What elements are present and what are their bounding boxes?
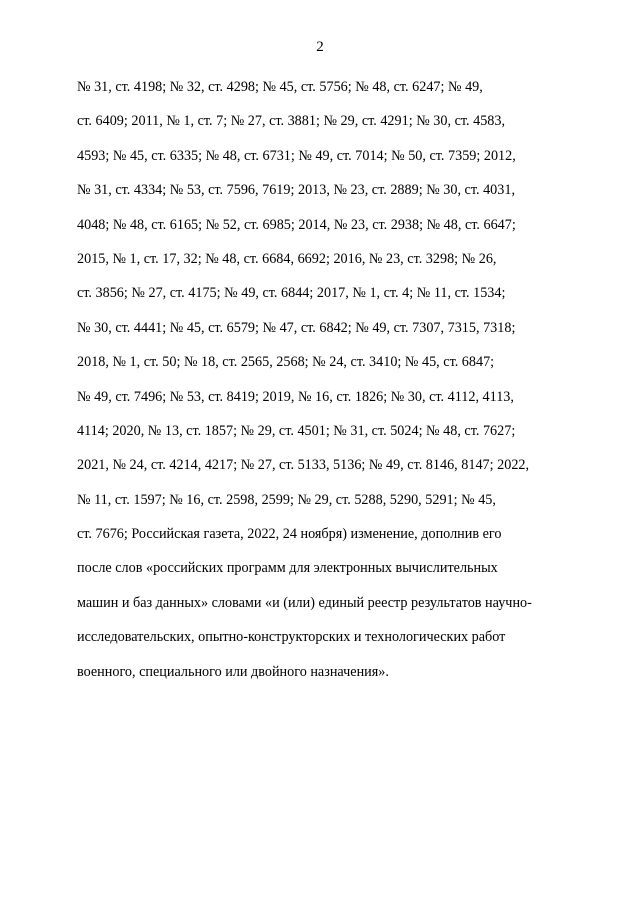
text-line: 2021, № 24, ст. 4214, 4217; № 27, ст. 5133, 5136; № 49, ст. 8146, 8147; 2022,	[77, 457, 530, 474]
text-line: № 49, ст. 7496; № 53, ст. 8419; 2019, № 16, ст. 1826; № 30, ст. 4112, 4113,	[77, 388, 514, 405]
text-line: военного, специального или двойного назначения».	[77, 663, 389, 680]
text-line: 4593; № 45, ст. 6335; № 48, ст. 6731; № 49, ст. 7014; № 50, ст. 7359; 2012,	[77, 147, 516, 164]
text-line: № 31, ст. 4198; № 32, ст. 4298; № 45, ст. 5756; № 48, ст. 6247; № 49,	[77, 79, 483, 95]
text-line: ст. 3856; № 27, ст. 4175; № 49, ст. 6844; 2017, № 1, ст. 4; № 11, ст. 1534;	[77, 285, 506, 302]
text-line: 2015, № 1, ст. 17, 32; № 48, ст. 6684, 6692; 2016, № 23, ст. 3298; № 26,	[77, 250, 497, 267]
body-text	[77, 75, 569, 694]
page-number: 2	[316, 39, 324, 55]
text-line: 4114; 2020, № 13, ст. 1857; № 29, ст. 4501; № 31, ст. 5024; № 48, ст. 7627;	[77, 422, 516, 439]
text-line: № 30, ст. 4441; № 45, ст. 6579; № 47, ст. 6842; № 49, ст. 7307, 7315, 7318;	[77, 319, 516, 336]
text-line: ст. 6409; 2011, № 1, ст. 7; № 27, ст. 3881; № 29, ст. 4291; № 30, ст. 4583,	[77, 113, 506, 130]
text-line: исследовательских, опытно-конструкторских и технологических работ	[77, 629, 506, 646]
text-line: ст. 7676; Российская газета, 2022, 24 ноября) изменение, дополнив его	[77, 526, 502, 543]
text-line: после слов «российских программ для электронных вычислительных	[77, 560, 498, 577]
text-line: 2018, № 1, ст. 50; № 18, ст. 2565, 2568; № 24, ст. 3410; № 45, ст. 6847;	[77, 354, 495, 371]
text-line: 4048; № 48, ст. 6165; № 52, ст. 6985; 2014, № 23, ст. 2938; № 48, ст. 6647;	[77, 216, 516, 233]
text-line: № 31, ст. 4334; № 53, ст. 7596, 7619; 2013, № 23, ст. 2889; № 30, ст. 4031,	[77, 182, 516, 199]
text-line: № 11, ст. 1597; № 16, ст. 2598, 2599; № 29, ст. 5288, 5290, 5291; № 45,	[77, 491, 496, 508]
text-line: машин и баз данных» словами «и (или) единый реестр результатов научно-	[77, 594, 532, 611]
